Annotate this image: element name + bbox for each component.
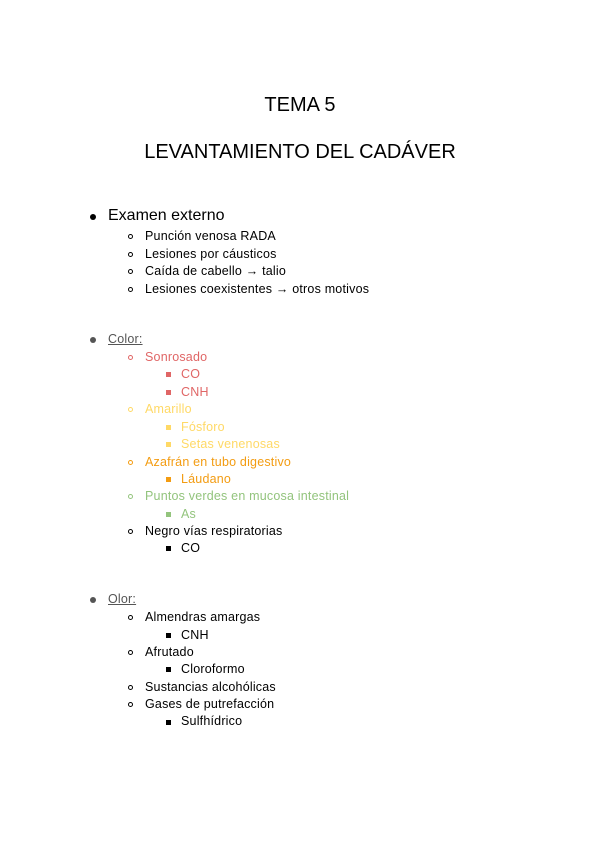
list-item: Gases de putrefacción [145, 697, 275, 711]
circle-bullet-icon [128, 355, 133, 360]
square-bullet-icon [166, 442, 171, 447]
circle-bullet-icon [128, 685, 133, 690]
list-item: Puntos verdes en mucosa intestinal [145, 489, 350, 503]
circle-bullet-icon [128, 460, 133, 465]
square-bullet-icon [166, 477, 171, 482]
list-item: Amarillo [145, 402, 192, 416]
circle-bullet-icon [128, 650, 133, 655]
list-item: CNH [181, 628, 209, 642]
square-bullet-icon [166, 633, 171, 638]
list-item: Punción venosa RADA [145, 229, 276, 243]
list-item: Negro vías respiratorias [145, 524, 283, 538]
list-item: CO [181, 541, 201, 555]
square-bullet-icon [166, 667, 171, 672]
circle-bullet-icon [128, 702, 133, 707]
list-item: Caída de cabello → talio [145, 264, 286, 278]
list-item: Afrutado [145, 645, 194, 659]
page-subtitle: LEVANTAMIENTO DEL CADÁVER [144, 141, 456, 163]
circle-bullet-icon [128, 615, 133, 620]
square-bullet-icon [166, 425, 171, 430]
square-bullet-icon [166, 720, 171, 725]
list-item: Lesiones por cáusticos [145, 247, 277, 261]
list-item: Sulfhídrico [181, 714, 243, 728]
circle-bullet-icon [128, 234, 133, 239]
list-item: Sustancias alcohólicas [145, 680, 276, 694]
circle-bullet-icon [128, 269, 133, 274]
circle-bullet-icon [128, 252, 133, 257]
bullet-dot-icon [90, 597, 96, 603]
list-item: Azafrán en tubo digestivo [145, 455, 292, 469]
bullet-dot-icon [90, 337, 96, 343]
list-item: Setas venenosas [181, 437, 280, 451]
square-bullet-icon [166, 546, 171, 551]
circle-bullet-icon [128, 529, 133, 534]
square-bullet-icon [166, 512, 171, 517]
list-item: CO [181, 367, 201, 381]
section-label-olor: Olor: [108, 592, 137, 606]
list-item: Almendras amargas [145, 610, 261, 624]
circle-bullet-icon [128, 407, 133, 412]
circle-bullet-icon [128, 287, 133, 292]
list-item: Sonrosado [145, 350, 208, 364]
circle-bullet-icon [128, 494, 133, 499]
page-title: TEMA 5 [264, 94, 336, 116]
section-label-color: Color: [108, 332, 143, 346]
section-label-examen: Examen externo [108, 207, 225, 224]
list-item: Cloroformo [181, 662, 245, 676]
list-item: As [181, 507, 196, 521]
list-item: Lesiones coexistentes → otros motivos [145, 282, 370, 296]
bullet-dot-icon [90, 214, 96, 220]
square-bullet-icon [166, 372, 171, 377]
list-item: CNH [181, 385, 209, 399]
square-bullet-icon [166, 390, 171, 395]
list-item: Láudano [181, 472, 232, 486]
list-item: Fósforo [181, 420, 225, 434]
